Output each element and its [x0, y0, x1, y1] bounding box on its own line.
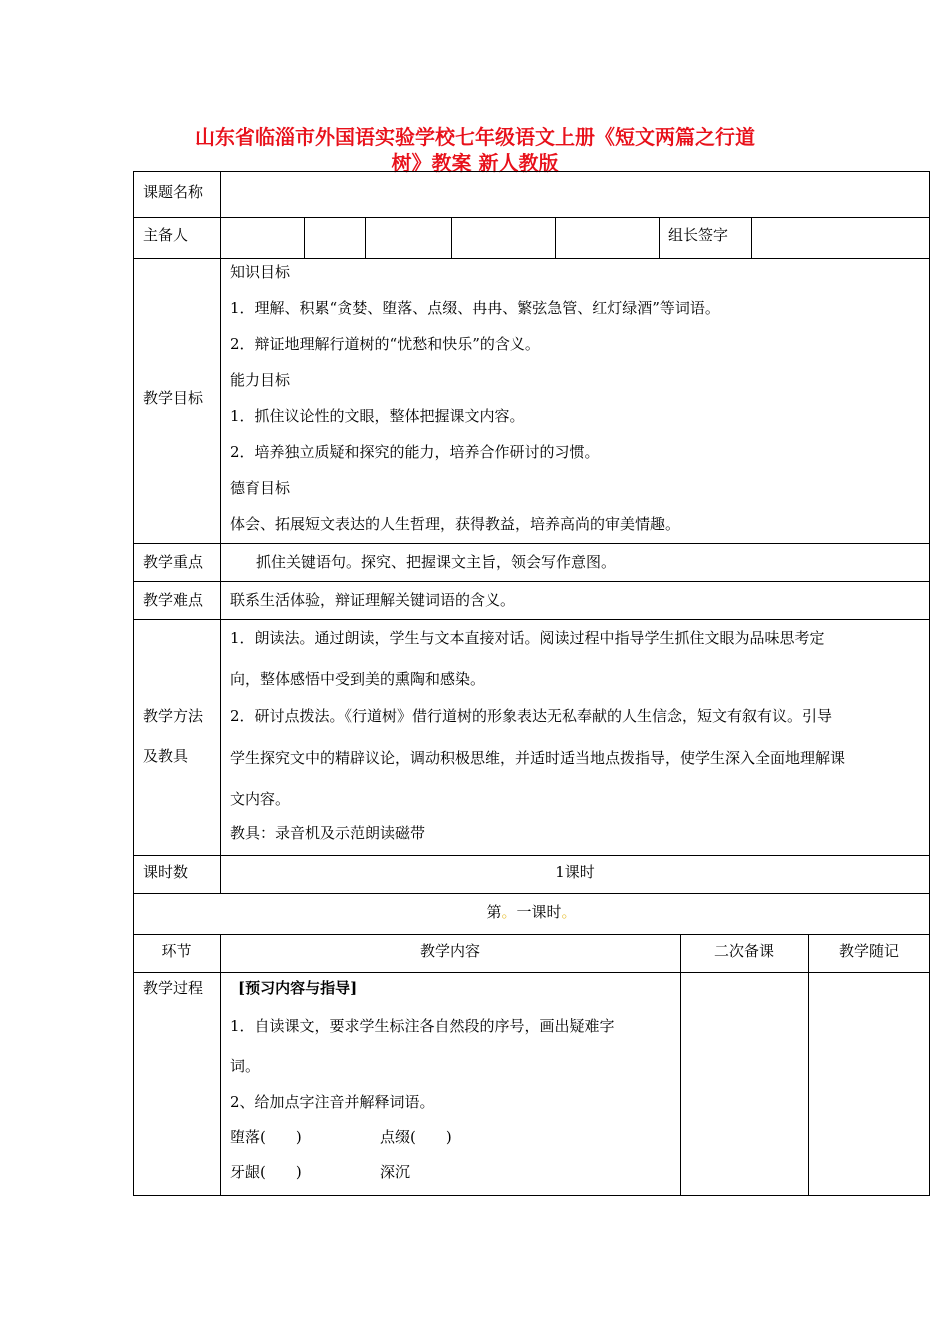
column-header-step: 环节: [161, 942, 192, 960]
process-item-2: 2、给加点字注音并解释词语。: [230, 1093, 435, 1111]
row-divider: [133, 581, 930, 582]
row-divider: [133, 934, 930, 935]
focus-text: 抓住关键语句。探究、把握课文主旨，领会写作意图。: [256, 553, 617, 571]
column-divider: [220, 934, 221, 1196]
knowledge-objective-2: 2．辩证地理解行道树的“忧愁和快乐”的含义。: [230, 335, 540, 353]
row-divider: [133, 543, 930, 544]
document-title-line-2: 树》教案 新人教版: [391, 151, 559, 175]
lesson-heading-text: 一课时: [516, 903, 562, 921]
hours-value: 1课时: [555, 863, 595, 881]
lesson-heading-prefix: 第: [486, 903, 502, 921]
column-divider: [751, 217, 752, 258]
column-divider: [555, 217, 556, 258]
objectives-label: 教学目标: [143, 389, 204, 407]
column-divider: [680, 934, 681, 1196]
difficulty-label: 教学难点: [143, 591, 204, 609]
vocab-item: 深沉: [380, 1163, 411, 1181]
ability-objective-2: 2．培养独立质疑和探究的能力，培养合作研讨的习惯。: [230, 443, 600, 461]
moral-objective-1: 体会、拓展短文表达的人生哲理，获得教益，培养高尚的审美情趣。: [230, 515, 681, 533]
row-divider: [133, 258, 930, 259]
row-divider: [133, 893, 930, 894]
row-divider: [133, 217, 930, 218]
teaching-tools: 教具：录音机及示范朗读磁带: [230, 824, 426, 842]
row-divider: [133, 619, 930, 620]
topic-label: 课题名称: [143, 183, 204, 201]
process-item-1-line-2: 词。: [230, 1057, 261, 1075]
hours-label: 课时数: [143, 863, 189, 881]
column-header-notes: 教学随记: [838, 942, 899, 960]
methods-label-line-1: 教学方法: [143, 707, 204, 725]
process-item-1-line-1: 1．自读课文，要求学生标注各自然段的序号，画出疑难字: [230, 1017, 615, 1035]
preparer-label: 主备人: [143, 226, 189, 244]
vocab-item: 点缀( ): [380, 1128, 452, 1146]
row-divider: [133, 855, 930, 856]
column-divider: [808, 934, 809, 1196]
process-label: 教学过程: [143, 979, 204, 997]
lesson-heading: [133, 902, 930, 922]
vocab-item: 牙龈( ): [230, 1163, 302, 1181]
column-divider: [304, 217, 305, 258]
knowledge-objective-heading: 知识目标: [230, 263, 291, 281]
method-2-line-1: 2．研讨点拨法。《行道树》借行道树的形象表达无私奉献的人生信念，短文有叙有议。引导: [230, 707, 833, 725]
methods-label-line-2: 及教具: [143, 747, 189, 765]
vocab-item: 堕落( ): [230, 1128, 302, 1146]
lesson-heading-dot: 。: [501, 903, 517, 921]
document-title-line-1: 山东省临淄市外国语实验学校七年级语文上册《短文两篇之行道: [195, 125, 755, 149]
lesson-heading-dot: 。: [561, 903, 577, 921]
method-1-line-1: 1．朗读法。通过朗读，学生与文本直接对话。阅读过程中指导学生抓住文眼为品味思考定: [230, 629, 825, 647]
moral-objective-heading: 德育目标: [230, 479, 291, 497]
column-header-content: 教学内容: [419, 942, 480, 960]
method-2-line-3: 文内容。: [230, 790, 291, 808]
column-divider: [365, 217, 366, 258]
leader-sign-label: 组长签字: [668, 226, 729, 244]
column-divider: [659, 217, 660, 258]
focus-label: 教学重点: [143, 553, 204, 571]
ability-objective-1: 1．抓住议论性的文眼，整体把握课文内容。: [230, 407, 525, 425]
row-divider: [133, 972, 930, 973]
column-divider: [451, 217, 452, 258]
knowledge-objective-1: 1．理解、积累“贪婪、堕落、点缀、冉冉、繁弦急管、红灯绿酒”等词语。: [230, 299, 720, 317]
ability-objective-heading: 能力目标: [230, 371, 291, 389]
difficulty-text: 联系生活体验，辩证理解关键词语的含义。: [230, 591, 516, 609]
preview-heading: [预习内容与指导]: [238, 979, 358, 997]
column-header-second-prep: 二次备课: [713, 942, 774, 960]
method-1-line-2: 向，整体感悟中受到美的熏陶和感染。: [230, 670, 486, 688]
method-2-line-2: 学生探究文中的精辟议论，调动积极思维，并适时适当地点拨指导，使学生深入全面地理解课: [230, 749, 846, 767]
column-divider: [220, 171, 221, 893]
